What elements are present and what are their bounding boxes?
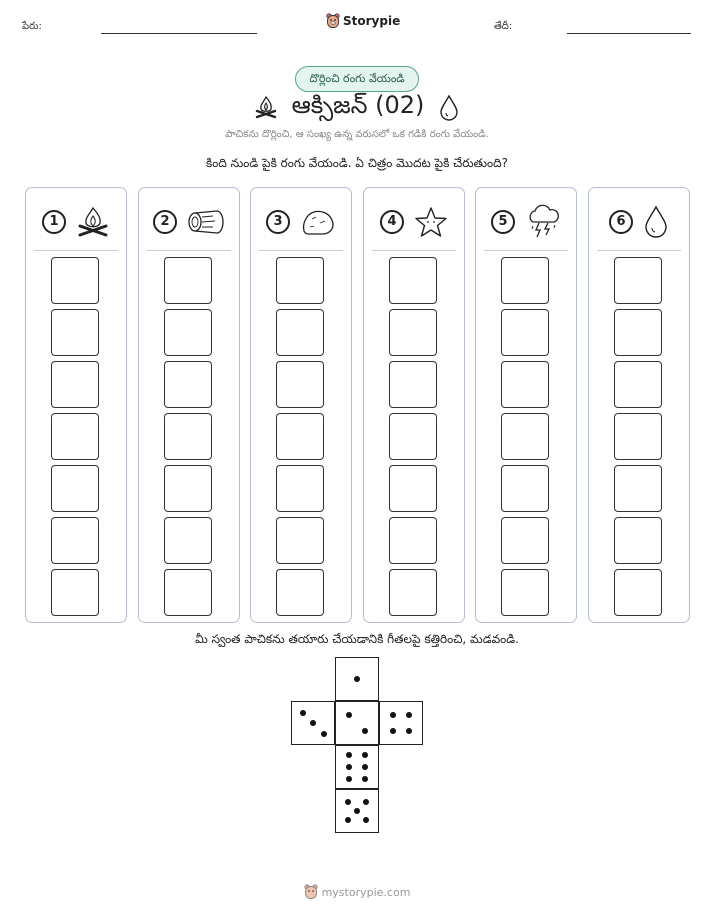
column-divider [372, 250, 456, 251]
color-cell[interactable] [276, 309, 324, 356]
color-cell[interactable] [614, 257, 662, 304]
color-cell[interactable] [164, 569, 212, 616]
water-drop-icon [438, 94, 460, 122]
footer [0, 884, 714, 900]
color-cell[interactable] [614, 517, 662, 564]
name-label: పేరు: [22, 21, 42, 32]
die-face-4[interactable] [379, 701, 423, 745]
column-header [139, 204, 239, 240]
color-cell[interactable] [164, 413, 212, 460]
campfire-icon [254, 95, 278, 121]
color-cell[interactable] [389, 465, 437, 512]
color-cell[interactable] [614, 361, 662, 408]
color-cell[interactable] [614, 465, 662, 512]
die-pip [310, 720, 316, 726]
color-cell[interactable] [51, 309, 99, 356]
color-cell[interactable] [51, 517, 99, 564]
column-header [589, 204, 689, 240]
color-cell[interactable] [501, 569, 549, 616]
color-cell[interactable] [614, 569, 662, 616]
die-pip [390, 712, 396, 718]
die-pip [362, 764, 368, 770]
color-cell[interactable] [389, 309, 437, 356]
column-divider [34, 250, 118, 251]
name-line[interactable] [101, 33, 257, 34]
color-cell[interactable] [276, 465, 324, 512]
column-2 [138, 187, 240, 623]
color-cell[interactable] [51, 413, 99, 460]
die-pip [354, 676, 360, 682]
column-divider [484, 250, 568, 251]
die-pip [345, 817, 351, 823]
die-pip [345, 799, 351, 805]
die-pip [321, 731, 327, 737]
column-divider [259, 250, 343, 251]
color-cell[interactable] [51, 361, 99, 408]
die-pip [354, 808, 360, 814]
color-cell[interactable] [389, 413, 437, 460]
column-divider [597, 250, 681, 251]
color-cell[interactable] [276, 517, 324, 564]
color-cell[interactable] [164, 257, 212, 304]
column-4 [363, 187, 465, 623]
die-face-1[interactable] [335, 657, 379, 701]
color-cell[interactable] [276, 257, 324, 304]
die-pip [346, 764, 352, 770]
column-header [251, 204, 351, 240]
color-cell[interactable] [276, 361, 324, 408]
log-icon [187, 207, 225, 237]
column-5 [475, 187, 577, 623]
color-cell[interactable] [51, 569, 99, 616]
storm-cloud-icon [525, 204, 561, 240]
bear-mascot-icon [326, 13, 340, 29]
die-pip [362, 776, 368, 782]
color-cell[interactable] [389, 569, 437, 616]
campfire-icon [76, 205, 110, 239]
die-pip [300, 710, 306, 716]
footer-url[interactable]: mystorypie.com [321, 885, 411, 899]
die-pip [346, 776, 352, 782]
die-face-3[interactable] [291, 701, 335, 745]
color-cell[interactable] [276, 569, 324, 616]
column-divider [147, 250, 231, 251]
color-cell[interactable] [164, 465, 212, 512]
color-cell[interactable] [614, 309, 662, 356]
column-number: 2 [153, 210, 177, 234]
die-pip [362, 728, 368, 734]
color-cell[interactable] [501, 257, 549, 304]
die-pip [363, 817, 369, 823]
column-number: 4 [380, 210, 404, 234]
column-header [364, 204, 464, 240]
color-cell[interactable] [51, 257, 99, 304]
water-drop-icon [643, 205, 669, 239]
page-title: ఆక్సిజన్ (02) [291, 91, 425, 119]
subtitle: పాచికను దొర్లించి, ఆ సంఖ్య ఉన్న వరుసలో ఒక గడికి రంగు వేయండి. [225, 129, 489, 140]
color-cell[interactable] [164, 361, 212, 408]
die-pip [406, 728, 412, 734]
column-number: 3 [266, 210, 290, 234]
color-cell[interactable] [51, 465, 99, 512]
color-cell[interactable] [164, 309, 212, 356]
color-cell[interactable] [501, 413, 549, 460]
color-cell[interactable] [389, 361, 437, 408]
color-cell[interactable] [614, 413, 662, 460]
instruction: కింది నుండి పైకి రంగు వేయండి. ఏ చిత్రం మొదట పైకి చేరుతుంది? [206, 156, 508, 170]
column-6 [588, 187, 690, 623]
brand-logo [326, 13, 400, 29]
title-row [0, 90, 714, 126]
die-pip [346, 712, 352, 718]
bear-mascot-icon [304, 884, 318, 900]
die-face-2[interactable] [335, 701, 379, 745]
die-pip [406, 712, 412, 718]
color-cell[interactable] [276, 413, 324, 460]
die-pip [362, 752, 368, 758]
rock-icon [300, 207, 336, 237]
column-header [26, 204, 126, 240]
date-line[interactable] [567, 33, 691, 34]
die-face-6[interactable] [335, 745, 379, 789]
column-header [476, 204, 576, 240]
die-face-5[interactable] [335, 789, 379, 833]
column-1 [25, 187, 127, 623]
header [0, 0, 714, 40]
cut-instruction: మీ స్వంత పాచికను తయారు చేయడానికి గీతలపై కత్తిరించి, మడవండి. [195, 632, 519, 646]
die-pip [390, 728, 396, 734]
column-number: 5 [491, 210, 515, 234]
color-cell[interactable] [164, 517, 212, 564]
color-cell[interactable] [501, 361, 549, 408]
color-cell[interactable] [389, 517, 437, 564]
star-icon [414, 206, 448, 238]
column-number: 6 [609, 210, 633, 234]
activity-badge: దొర్లించి రంగు వేయండి [295, 66, 419, 92]
column-3 [250, 187, 352, 623]
die-pip [346, 752, 352, 758]
color-cell[interactable] [501, 465, 549, 512]
color-cell[interactable] [389, 257, 437, 304]
date-label: తేదీ: [494, 21, 513, 32]
die-pip [363, 799, 369, 805]
column-number: 1 [42, 210, 66, 234]
color-cell[interactable] [501, 517, 549, 564]
brand-name: Storypie [343, 14, 401, 28]
color-cell[interactable] [501, 309, 549, 356]
